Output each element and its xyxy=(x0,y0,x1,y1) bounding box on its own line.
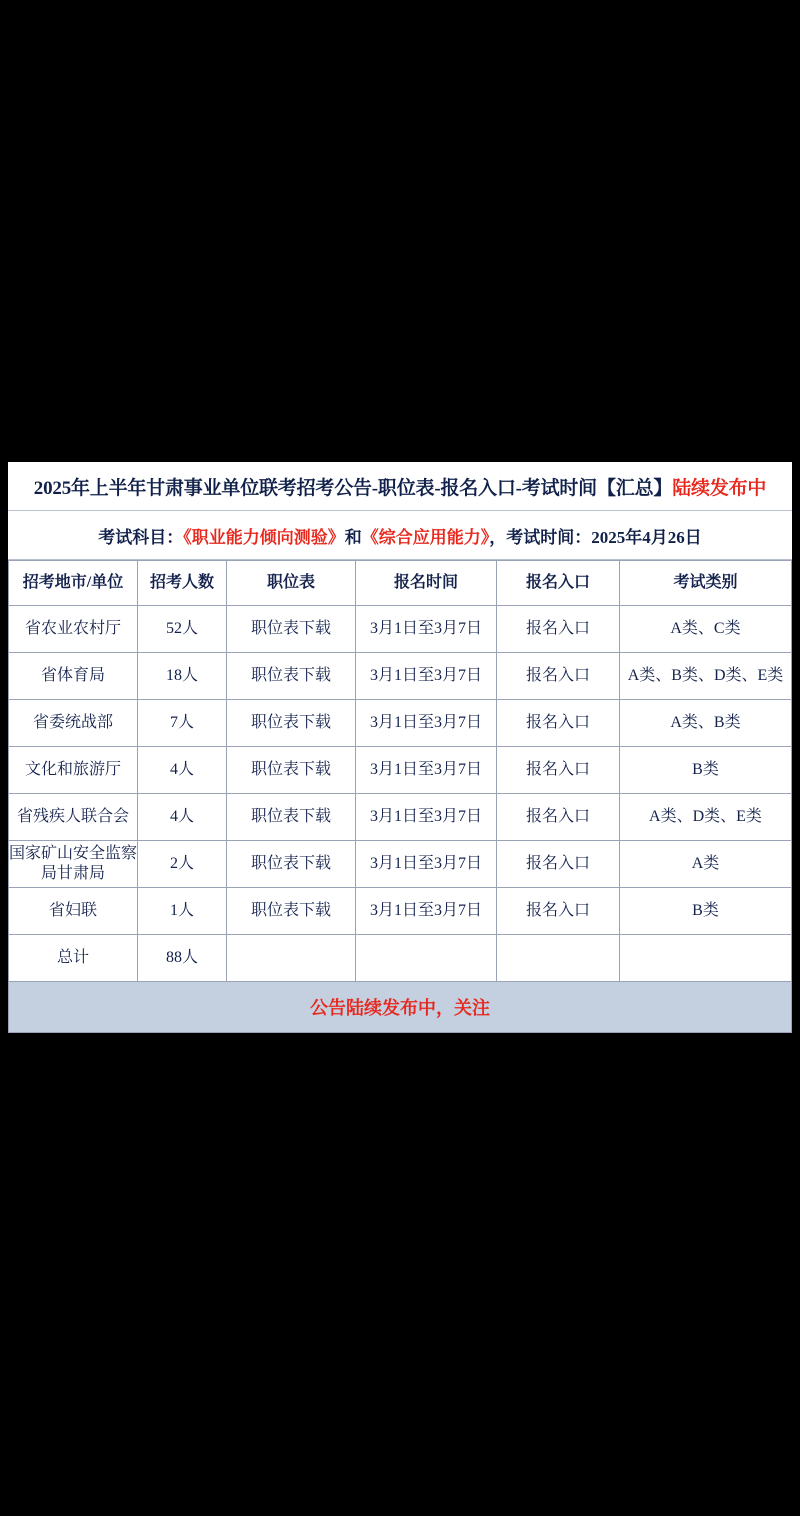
cell-category: A类、B类 xyxy=(620,700,792,747)
cell-regtime: 3月1日至3月7日 xyxy=(356,888,497,935)
registration-entry-link[interactable]: 报名入口 xyxy=(497,888,620,935)
total-category-empty xyxy=(620,935,792,982)
registration-entry-link[interactable]: 报名入口 xyxy=(497,606,620,653)
page-title-accent: 陆续发布中 xyxy=(672,478,767,499)
cell-unit: 省体育局 xyxy=(9,653,138,700)
column-header-regtime: 报名时间 xyxy=(356,561,497,606)
page-title-main: 2025年上半年甘肃事业单位联考招考公告-职位表-报名入口-考试时间【汇总】 xyxy=(33,478,673,499)
cell-unit: 国家矿山安全监察局甘肃局 xyxy=(9,841,138,888)
joblist-download-link[interactable]: 职位表下载 xyxy=(227,794,356,841)
column-header-entry: 报名入口 xyxy=(497,561,620,606)
cell-unit: 省委统战部 xyxy=(9,700,138,747)
cell-unit: 省妇联 xyxy=(9,888,138,935)
table-header-row xyxy=(9,561,792,606)
footer-banner-text: 公告陆续发布中，关注 xyxy=(310,998,490,1018)
total-regtime-empty xyxy=(356,935,497,982)
registration-entry-link[interactable]: 报名入口 xyxy=(497,841,620,888)
subject-book-1: 《职业能力倾向测验》 xyxy=(183,528,345,547)
registration-entry-link[interactable]: 报名入口 xyxy=(497,653,620,700)
registration-entry-link[interactable]: 报名入口 xyxy=(497,700,620,747)
joblist-download-link[interactable]: 职位表下载 xyxy=(227,653,356,700)
table-row xyxy=(9,841,792,888)
cell-count: 2人 xyxy=(138,841,227,888)
table-row xyxy=(9,700,792,747)
cell-category: A类 xyxy=(620,841,792,888)
joblist-download-link[interactable]: 职位表下载 xyxy=(227,888,356,935)
cell-count: 1人 xyxy=(138,888,227,935)
joblist-download-link[interactable]: 职位表下载 xyxy=(227,841,356,888)
cell-regtime: 3月1日至3月7日 xyxy=(356,841,497,888)
recruitment-table xyxy=(8,560,792,982)
cell-category: B类 xyxy=(620,747,792,794)
cell-regtime: 3月1日至3月7日 xyxy=(356,700,497,747)
total-joblist-empty xyxy=(227,935,356,982)
table-row xyxy=(9,747,792,794)
cell-regtime: 3月1日至3月7日 xyxy=(356,653,497,700)
total-label: 总计 xyxy=(9,935,138,982)
cell-regtime: 3月1日至3月7日 xyxy=(356,606,497,653)
joblist-download-link[interactable]: 职位表下载 xyxy=(227,606,356,653)
table-row xyxy=(9,606,792,653)
column-header-count: 招考人数 xyxy=(138,561,227,606)
cell-count: 4人 xyxy=(138,747,227,794)
footer-banner xyxy=(8,982,792,1033)
joblist-download-link[interactable]: 职位表下载 xyxy=(227,747,356,794)
registration-entry-link[interactable]: 报名入口 xyxy=(497,747,620,794)
table-row xyxy=(9,794,792,841)
cell-count: 7人 xyxy=(138,700,227,747)
cell-category: B类 xyxy=(620,888,792,935)
joblist-download-link[interactable]: 职位表下载 xyxy=(227,700,356,747)
total-count: 88人 xyxy=(138,935,227,982)
table-total-row xyxy=(9,935,792,982)
column-header-category: 考试类别 xyxy=(620,561,792,606)
announcement-card xyxy=(8,462,792,1033)
cell-count: 18人 xyxy=(138,653,227,700)
subject-book-2: 《综合应用能力》 xyxy=(361,528,490,547)
cell-category: A类、C类 xyxy=(620,606,792,653)
column-header-joblist: 职位表 xyxy=(227,561,356,606)
cell-unit: 省农业农村厅 xyxy=(9,606,138,653)
column-header-unit: 招考地市/单位 xyxy=(9,561,138,606)
subject-exam-date: ，考试时间：2025年4月26日 xyxy=(489,528,702,547)
cell-unit: 文化和旅游厅 xyxy=(9,747,138,794)
cell-category: A类、D类、E类 xyxy=(620,794,792,841)
cell-regtime: 3月1日至3月7日 xyxy=(356,794,497,841)
total-entry-empty xyxy=(497,935,620,982)
registration-entry-link[interactable]: 报名入口 xyxy=(497,794,620,841)
cell-category: A类、B类、D类、E类 xyxy=(620,653,792,700)
cell-unit: 省残疾人联合会 xyxy=(9,794,138,841)
subject-prefix: 考试科目： xyxy=(98,528,184,547)
exam-subject-line xyxy=(8,511,792,560)
page-title xyxy=(8,462,792,511)
table-row xyxy=(9,653,792,700)
cell-count: 4人 xyxy=(138,794,227,841)
table-row xyxy=(9,888,792,935)
cell-count: 52人 xyxy=(138,606,227,653)
cell-regtime: 3月1日至3月7日 xyxy=(356,747,497,794)
subject-conjunction: 和 xyxy=(344,528,362,547)
